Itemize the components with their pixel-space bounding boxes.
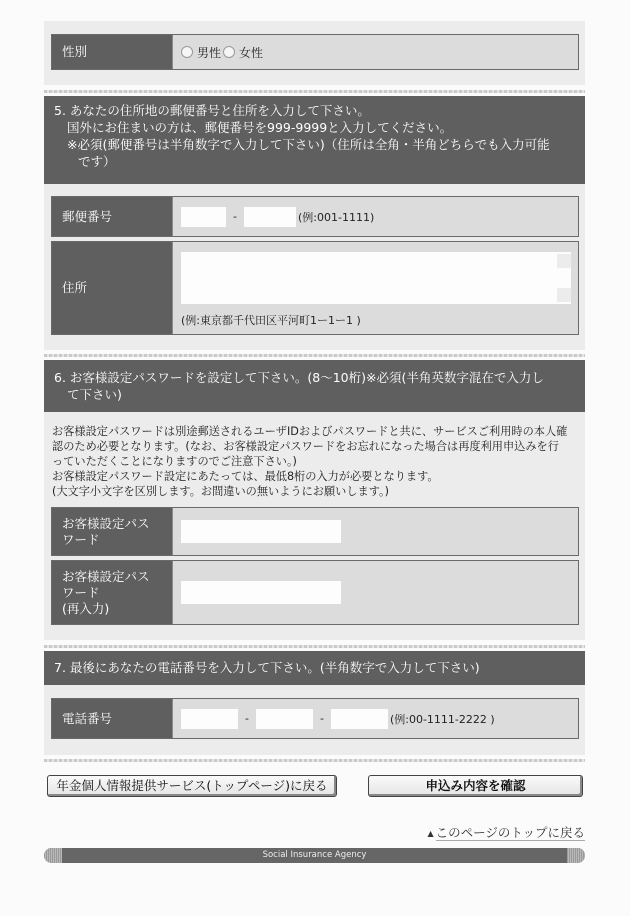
divider xyxy=(44,354,585,357)
gender-options xyxy=(172,35,578,69)
postal-label: 郵便番号 xyxy=(52,197,172,236)
password-label-line1: お客様設定パス xyxy=(62,515,150,531)
postal-input-1[interactable] xyxy=(181,207,226,227)
address-textarea[interactable] xyxy=(181,252,571,304)
q5-header xyxy=(44,96,585,184)
password-confirm-label-line1: お客様設定パス xyxy=(62,568,150,584)
password-label xyxy=(52,508,172,555)
radio-male-label[interactable]: 男性 xyxy=(197,45,222,60)
divider xyxy=(44,90,585,93)
password-input[interactable] xyxy=(181,520,341,543)
note-line: 認のため必要となります。(なお、お客様設定パスワードをお忘れになった場合は再度利用申込みを行 xyxy=(52,440,559,453)
password-confirm-input[interactable] xyxy=(181,581,341,604)
divider xyxy=(44,645,585,648)
address-example: (例:東京都千代田区平河町1ー1ー1 ) xyxy=(181,314,361,327)
address-cell xyxy=(172,242,578,334)
phone-separator-2: - xyxy=(319,712,324,725)
radio-female-label[interactable]: 女性 xyxy=(239,45,264,60)
password-confirm-label xyxy=(52,561,172,624)
password-confirm-cell xyxy=(172,561,578,624)
footer-text: Social Insurance Agency xyxy=(262,850,367,860)
phone-cell xyxy=(172,699,578,738)
address-label: 住所 xyxy=(52,242,172,334)
divider xyxy=(44,759,585,762)
password-confirm-label-line2: ワード xyxy=(62,584,100,600)
confirm-application-button[interactable]: 申込み内容を確認 xyxy=(368,775,583,797)
q6-header xyxy=(44,360,585,412)
phone-example: (例:00-1111-2222 ) xyxy=(389,712,495,726)
back-to-top-page-button[interactable]: 年金個人情報提供サービス(トップページ)に戻る xyxy=(47,775,337,797)
q7-header xyxy=(44,651,585,685)
q5-line3: ※必須(郵便番号は半角数字で入力して下さい)（住所は全角・半角どちらでも入力可能 xyxy=(67,137,550,152)
phone-label: 電話番号 xyxy=(52,699,172,738)
page-top-link[interactable] xyxy=(427,823,585,841)
page-top-link-label[interactable]: このページのトップに戻る xyxy=(435,825,585,840)
phone-input-1[interactable] xyxy=(181,709,238,729)
phone-separator-1: - xyxy=(245,712,249,725)
phone-input-2[interactable] xyxy=(256,709,313,729)
gender-label: 性別 xyxy=(52,35,172,69)
postal-example: (例:001-1111) xyxy=(297,210,375,224)
password-cell xyxy=(172,508,578,555)
q7-title: 7. 最後にあなたの電話番号を入力して下さい。(半角数字で入力して下さい) xyxy=(54,660,480,675)
q5-title: 5. あなたの住所地の郵便番号と住所を入力して下さい。 xyxy=(54,103,370,118)
password-label-line2: ワード xyxy=(62,531,100,547)
postal-input-2[interactable] xyxy=(244,207,296,227)
postal-cell xyxy=(172,197,578,236)
q6-title: 6. お客様設定パスワードを設定して下さい。(8〜10桁)※必須(半角英数字混在で入力し xyxy=(54,370,544,385)
note-line: (大文字小文字を区別します。お間違いの無いようにお願いします。) xyxy=(52,485,389,498)
postal-row xyxy=(51,196,579,237)
scroll-down-icon[interactable] xyxy=(557,288,571,302)
password-confirm-label-line3: (再入力) xyxy=(62,600,110,616)
address-row xyxy=(51,241,579,335)
scroll-up-icon[interactable] xyxy=(557,254,571,268)
q5-line4: です） xyxy=(78,154,116,169)
radio-male[interactable] xyxy=(181,46,193,58)
triangle-up-icon: ▲ xyxy=(427,829,434,838)
radio-female[interactable] xyxy=(223,46,235,58)
gender-row xyxy=(51,34,579,70)
note-line: お客様設定パスワード設定にあたっては、最低8桁の入力が必要となります。 xyxy=(52,470,439,483)
postal-separator: - xyxy=(233,210,237,223)
phone-input-3[interactable] xyxy=(331,709,388,729)
footer-bar xyxy=(44,848,585,863)
phone-row xyxy=(51,698,579,739)
note-line: お客様設定パスワードは別途郵送されるユーザIDおよびパスワードと共に、サービスご利用時の本人確 xyxy=(52,425,568,438)
q6-notes xyxy=(52,424,577,499)
q5-line2: 国外にお住まいの方は、郵便番号を999-9999と入力してください。 xyxy=(67,120,453,135)
password-row xyxy=(51,507,579,556)
note-line: っていただくことになりますのでご注意下さい。) xyxy=(52,455,297,468)
q6-title2: て下さい) xyxy=(67,387,122,402)
password-confirm-row xyxy=(51,560,579,625)
